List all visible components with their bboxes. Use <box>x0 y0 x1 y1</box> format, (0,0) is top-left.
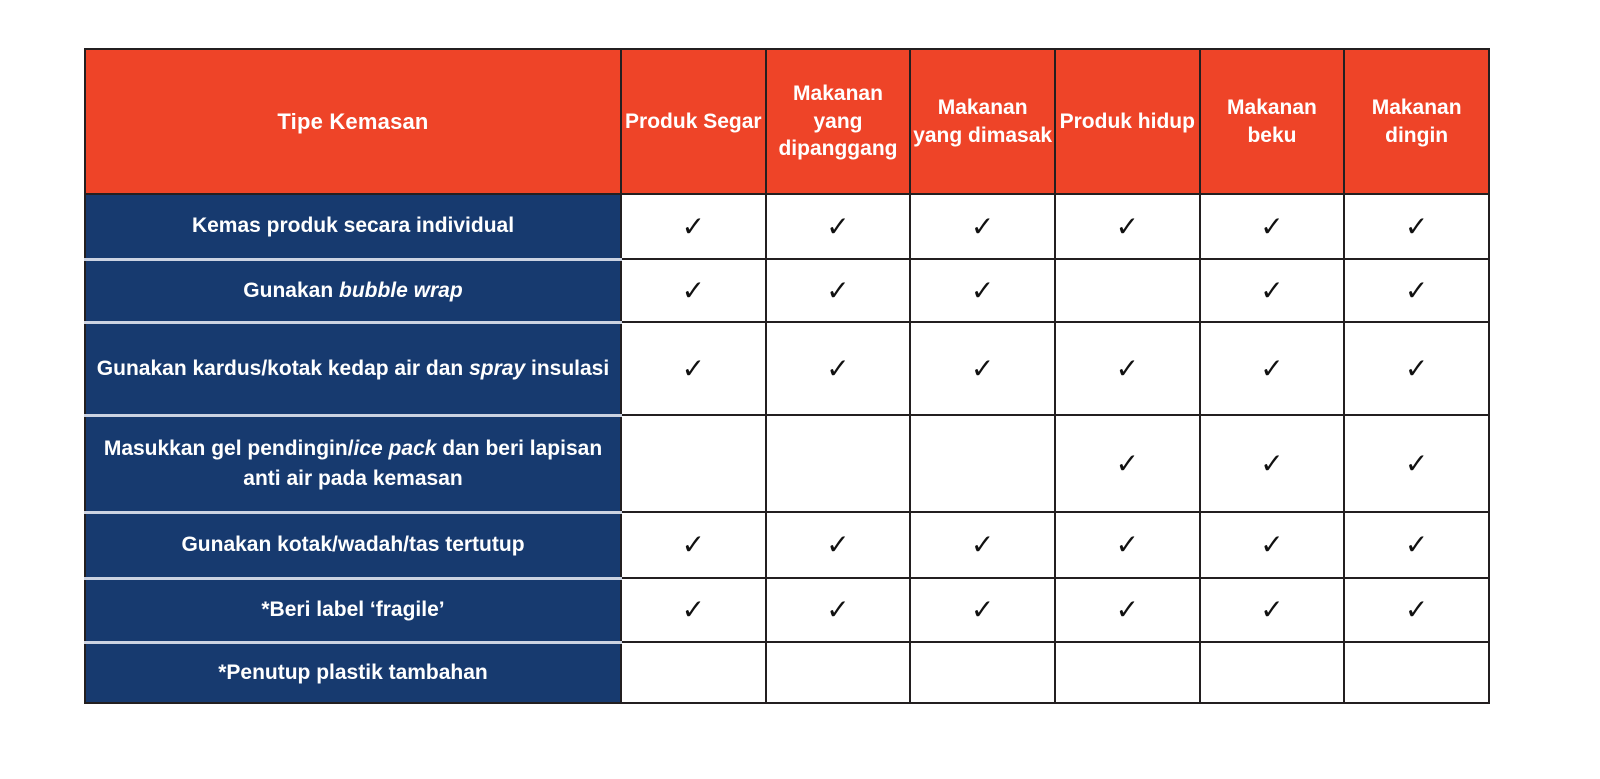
cell-r0-c4 <box>1200 194 1345 259</box>
cell-r4-c5 <box>1344 512 1489 578</box>
check-icon: ✓ <box>1260 209 1284 243</box>
check-icon: ✓ <box>681 351 706 385</box>
check-icon: ✓ <box>970 273 995 307</box>
check-icon: ✓ <box>1260 351 1284 385</box>
row-label-0: Kemas produk secara individual <box>85 194 621 259</box>
check-icon: ✓ <box>1404 351 1429 385</box>
cell-r2-c5 <box>1344 322 1489 415</box>
table-body <box>85 194 1489 703</box>
packaging-comparison-table <box>84 48 1490 704</box>
cell-r3-c0 <box>621 415 766 512</box>
cell-r0-c1 <box>766 194 911 259</box>
cell-r5-c4 <box>1200 578 1345 642</box>
column-header-makanan-beku: Makanan beku <box>1200 49 1345 194</box>
check-icon: ✓ <box>1404 593 1429 626</box>
cell-r6-c0 <box>621 642 766 703</box>
cell-r1-c3 <box>1055 259 1200 322</box>
table-row <box>85 415 1489 512</box>
cell-r4-c1 <box>766 512 911 578</box>
cell-r5-c5 <box>1344 578 1489 642</box>
cell-r4-c0 <box>621 512 766 578</box>
check-icon: ✓ <box>1115 351 1140 385</box>
cell-r3-c4 <box>1200 415 1345 512</box>
row-label-5: *Beri label ‘fragile’ <box>85 578 621 642</box>
check-icon: ✓ <box>1115 446 1140 480</box>
column-header-makanan-yang-dimasak: Makanan yang dimasak <box>910 49 1055 194</box>
cell-r6-c2 <box>910 642 1055 703</box>
row-label-4: Gunakan kotak/wadah/tas tertutup <box>85 512 621 578</box>
cell-r2-c3 <box>1055 322 1200 415</box>
cell-r3-c2 <box>910 415 1055 512</box>
check-icon: ✓ <box>681 209 706 243</box>
column-header-tipe-kemasan: Tipe Kemasan <box>85 49 621 194</box>
row-label-2: Gunakan kardus/kotak kedap air dan spray insulasi <box>85 322 621 415</box>
cell-r1-c5 <box>1344 259 1489 322</box>
row-label-3: Masukkan gel pendingin/ice pack dan beri lapisan anti air pada kemasan <box>85 415 621 512</box>
table-row <box>85 194 1489 259</box>
check-icon: ✓ <box>970 209 995 243</box>
cell-r1-c0 <box>621 259 766 322</box>
cell-r6-c5 <box>1344 642 1489 703</box>
table-row <box>85 322 1489 415</box>
column-header-makanan-dingin: Makanan dingin <box>1344 49 1489 194</box>
cell-r6-c1 <box>766 642 911 703</box>
table-header <box>85 49 1489 194</box>
row-label-1: Gunakan bubble wrap <box>85 259 621 322</box>
column-header-makanan-yang-dipanggang: Makanan yang dipanggang <box>766 49 911 194</box>
check-icon: ✓ <box>1115 593 1140 626</box>
check-icon: ✓ <box>826 209 850 243</box>
cell-r5-c0 <box>621 578 766 642</box>
table-row <box>85 578 1489 642</box>
check-icon: ✓ <box>826 351 850 385</box>
check-icon: ✓ <box>1115 528 1140 561</box>
cell-r3-c1 <box>766 415 911 512</box>
table-row <box>85 259 1489 322</box>
cell-r2-c2 <box>910 322 1055 415</box>
check-icon: ✓ <box>681 528 706 561</box>
check-icon: ✓ <box>970 351 995 385</box>
check-icon: ✓ <box>826 273 850 307</box>
check-icon: ✓ <box>1260 593 1284 626</box>
table-row <box>85 512 1489 578</box>
cell-r2-c0 <box>621 322 766 415</box>
check-icon: ✓ <box>1404 209 1429 243</box>
check-icon: ✓ <box>970 528 995 561</box>
cell-r1-c2 <box>910 259 1055 322</box>
check-icon: ✓ <box>826 528 850 561</box>
packaging-table-container <box>84 48 1490 702</box>
cell-r0-c5 <box>1344 194 1489 259</box>
table-row <box>85 642 1489 703</box>
cell-r1-c4 <box>1200 259 1345 322</box>
cell-r6-c4 <box>1200 642 1345 703</box>
cell-r0-c2 <box>910 194 1055 259</box>
header-row <box>85 49 1489 194</box>
cell-r2-c4 <box>1200 322 1345 415</box>
check-icon: ✓ <box>1404 273 1429 307</box>
cell-r4-c4 <box>1200 512 1345 578</box>
check-icon: ✓ <box>1260 273 1284 307</box>
cell-r6-c3 <box>1055 642 1200 703</box>
row-label-6: *Penutup plastik tambahan <box>85 642 621 703</box>
column-header-produk-hidup: Produk hidup <box>1055 49 1200 194</box>
check-icon: ✓ <box>1115 209 1140 243</box>
column-header-produk-segar: Produk Segar <box>621 49 766 194</box>
check-icon: ✓ <box>970 593 995 626</box>
cell-r3-c3 <box>1055 415 1200 512</box>
check-icon: ✓ <box>1260 528 1284 561</box>
cell-r0-c3 <box>1055 194 1200 259</box>
cell-r4-c2 <box>910 512 1055 578</box>
check-icon: ✓ <box>826 593 850 626</box>
cell-r3-c5 <box>1344 415 1489 512</box>
check-icon: ✓ <box>1260 446 1284 480</box>
check-icon: ✓ <box>681 593 706 626</box>
check-icon: ✓ <box>1404 446 1429 480</box>
cell-r0-c0 <box>621 194 766 259</box>
cell-r5-c2 <box>910 578 1055 642</box>
cell-r2-c1 <box>766 322 911 415</box>
cell-r5-c1 <box>766 578 911 642</box>
check-icon: ✓ <box>681 273 706 307</box>
cell-r4-c3 <box>1055 512 1200 578</box>
cell-r5-c3 <box>1055 578 1200 642</box>
check-icon: ✓ <box>1404 528 1429 561</box>
cell-r1-c1 <box>766 259 911 322</box>
